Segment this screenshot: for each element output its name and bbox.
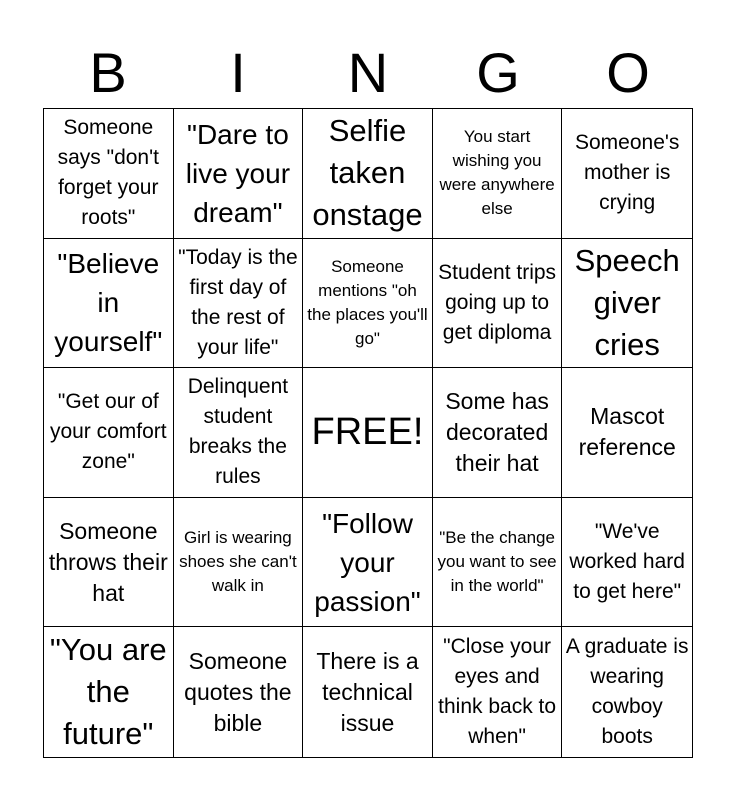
bingo-cell-r3c5[interactable]: [562, 368, 692, 498]
bingo-cell-r1c3[interactable]: [303, 109, 433, 239]
header-letter-b: B: [89, 41, 127, 104]
bingo-cell-r3c1[interactable]: [44, 368, 174, 498]
bingo-cell-r4c4[interactable]: [433, 498, 563, 628]
cell-text: There is a technical issue: [316, 647, 419, 736]
bingo-cell-r2c5[interactable]: [562, 239, 692, 369]
bingo-cell-r3c4[interactable]: [433, 368, 563, 498]
bingo-cell-r4c3[interactable]: [303, 498, 433, 628]
bingo-cell-r4c1[interactable]: [44, 498, 174, 628]
header-letter-n: N: [347, 41, 389, 104]
header-letter-o: O: [606, 41, 650, 104]
bingo-cell-r1c5[interactable]: [562, 109, 692, 239]
bingo-cell-r5c5[interactable]: [562, 627, 692, 757]
bingo-cell-r3c2[interactable]: [174, 368, 304, 498]
bingo-cell-r1c2[interactable]: [174, 109, 304, 239]
cell-text: "Dare to live your dream": [185, 118, 291, 228]
bingo-cell-r5c3[interactable]: [303, 627, 433, 757]
cell-text: Delinquent student breaks the rules: [187, 375, 289, 489]
bingo-cell-r1c1[interactable]: [44, 109, 174, 239]
cell-text: "We've worked hard to get here": [569, 520, 685, 604]
bingo-cell-r2c3[interactable]: [303, 239, 433, 369]
cell-text: "You are the future": [49, 632, 167, 752]
cell-text: Someone says "don't forget your roots": [57, 116, 159, 230]
bingo-cell-r5c2[interactable]: [174, 627, 304, 757]
cell-text: Selfie taken onstage: [312, 113, 423, 233]
bingo-cell-r1c4[interactable]: [433, 109, 563, 239]
cell-text: "Today is the first day of the rest of your life": [178, 245, 298, 359]
bingo-cell-r4c2[interactable]: [174, 498, 304, 628]
cell-text: Student trips going up to get diploma: [438, 260, 557, 344]
bingo-board: [43, 108, 693, 758]
cell-text: Someone quotes the bible: [184, 647, 292, 736]
bingo-header: [43, 38, 693, 108]
free-space-text: FREE!: [311, 411, 424, 454]
cell-text: "Get our of your comfort zone": [49, 390, 167, 474]
cell-text: "Be the change you want to see in the world": [437, 528, 557, 596]
cell-text: Someone's mother is crying: [574, 131, 680, 215]
cell-text: Mascot reference: [578, 403, 676, 461]
header-letter-g: G: [476, 41, 520, 104]
cell-text: Speech giver cries: [574, 242, 680, 362]
cell-text: "Believe in yourself": [54, 248, 163, 358]
cell-text: "Follow your passion": [314, 507, 421, 617]
cell-text: Someone mentions "oh the places you'll go": [307, 256, 428, 348]
cell-text: You start wishing you were anywhere else: [439, 127, 555, 219]
cell-text: A graduate is wearing cowboy boots: [565, 635, 689, 749]
bingo-cell-r2c4[interactable]: [433, 239, 563, 369]
bingo-cell-r2c2[interactable]: [174, 239, 304, 369]
bingo-cell-r5c4[interactable]: [433, 627, 563, 757]
cell-text: Some has decorated their hat: [445, 387, 549, 476]
header-letter-i: I: [230, 41, 246, 104]
bingo-cell-free[interactable]: [303, 368, 433, 498]
cell-text: Someone throws their hat: [48, 517, 168, 606]
bingo-cell-r5c1[interactable]: [44, 627, 174, 757]
cell-text: "Close your eyes and think back to when": [438, 635, 557, 749]
bingo-cell-r4c5[interactable]: [562, 498, 692, 628]
bingo-cell-r2c1[interactable]: [44, 239, 174, 369]
cell-text: Girl is wearing shoes she can't walk in: [179, 528, 297, 596]
